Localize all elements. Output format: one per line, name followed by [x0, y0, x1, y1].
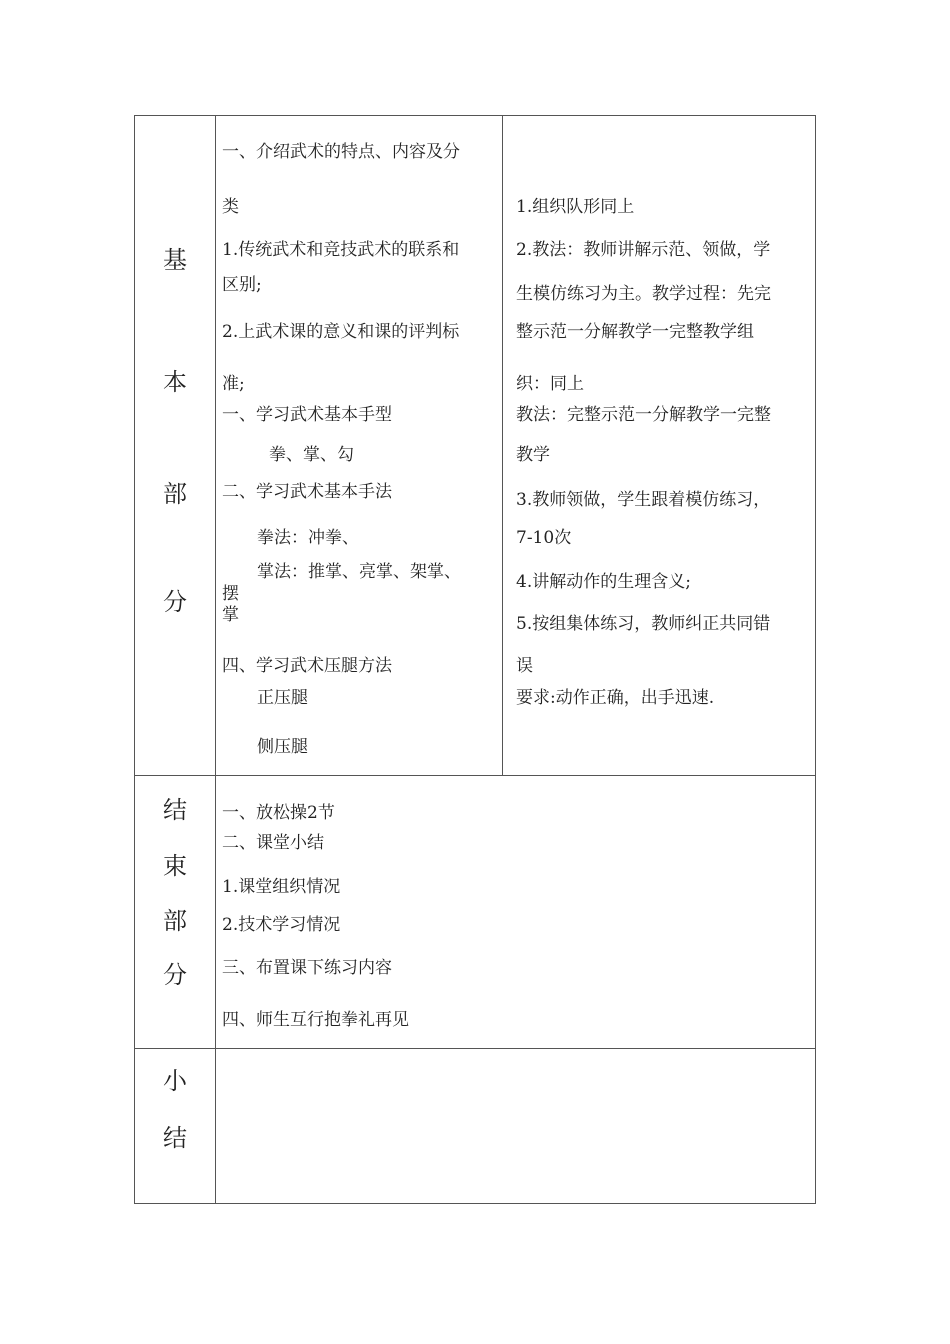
basic-content-line: 类	[222, 197, 239, 217]
ending-section-label-1: 结	[163, 796, 187, 824]
ending-content-line: 一、放松操2节	[222, 803, 335, 823]
ending-content-line: 二、课堂小结	[222, 833, 324, 853]
basic-content-line: 侧压腿	[257, 737, 308, 757]
basic-method-line: 生模仿练习为主。教学过程：先完	[516, 284, 771, 304]
basic-method-line: 误	[516, 656, 533, 676]
basic-content-line: 区别;	[222, 275, 262, 295]
summary-section-label-1: 小	[163, 1067, 187, 1095]
basic-method-line: 教法：完整示范一分解教学一完整	[516, 405, 771, 425]
basic-method-line: 4.讲解动作的生理含义;	[516, 572, 691, 592]
basic-method-line: 织：同上	[516, 374, 584, 394]
ending-section-label-4: 分	[163, 961, 187, 989]
basic-content-line: 四、学习武术压腿方法	[222, 656, 392, 676]
ending-content-line: 2.技术学习情况	[222, 915, 341, 935]
basic-method-line: 2.教法：教师讲解示范、领做，学	[516, 240, 771, 260]
basic-content-line: 拳、掌、勾	[269, 445, 354, 465]
basic-content-line: 摆	[222, 584, 239, 604]
basic-method-line: 教学	[516, 445, 550, 465]
ending-section-label-2: 束	[163, 852, 187, 880]
basic-method-line: 7-10次	[516, 528, 572, 548]
basic-content-line: 1.传统武术和竞技武术的联系和	[222, 240, 460, 260]
ending-content-line: 三、布置课下练习内容	[222, 958, 392, 978]
basic-method-line: 5.按组集体练习，教师纠正共同错	[516, 614, 771, 634]
basic-content-line: 2.上武术课的意义和课的评判标	[222, 322, 460, 342]
ending-content-line: 1.课堂组织情况	[222, 877, 341, 897]
basic-content-line: 掌法：推掌、亮掌、架掌、	[257, 562, 461, 582]
basic-content-line: 拳法：冲拳、	[257, 528, 359, 548]
basic-method-line: 3.教师领做，学生跟着模仿练习，	[516, 490, 771, 510]
basic-section-label-2: 本	[163, 368, 187, 396]
ending-content-line: 四、师生互行抱拳礼再见	[222, 1010, 409, 1030]
basic-content-line: 掌	[222, 605, 239, 625]
label-column-divider	[215, 115, 216, 1204]
basic-content-line: 一、介绍武术的特点、内容及分	[222, 142, 460, 162]
basic-section-label-4: 分	[163, 588, 187, 616]
summary-section-label-2: 结	[163, 1124, 187, 1152]
basic-content-line: 一、学习武术基本手型	[222, 405, 392, 425]
basic-content-line: 正压腿	[257, 688, 308, 708]
row-divider-1	[134, 775, 816, 776]
basic-content-line: 二、学习武术基本手法	[222, 482, 392, 502]
basic-content-line: 准;	[222, 374, 245, 394]
basic-section-label-1: 基	[163, 246, 187, 274]
basic-method-line: 整示范一分解教学一完整教学组	[516, 322, 754, 342]
basic-method-line: 1.组织队形同上	[516, 197, 635, 217]
ending-section-label-3: 部	[163, 907, 187, 935]
method-column-divider	[502, 115, 503, 775]
basic-section-label-3: 部	[163, 480, 187, 508]
summary-content-area	[216, 1049, 815, 1203]
basic-method-line: 要求:动作正确，出手迅速.	[516, 688, 715, 708]
